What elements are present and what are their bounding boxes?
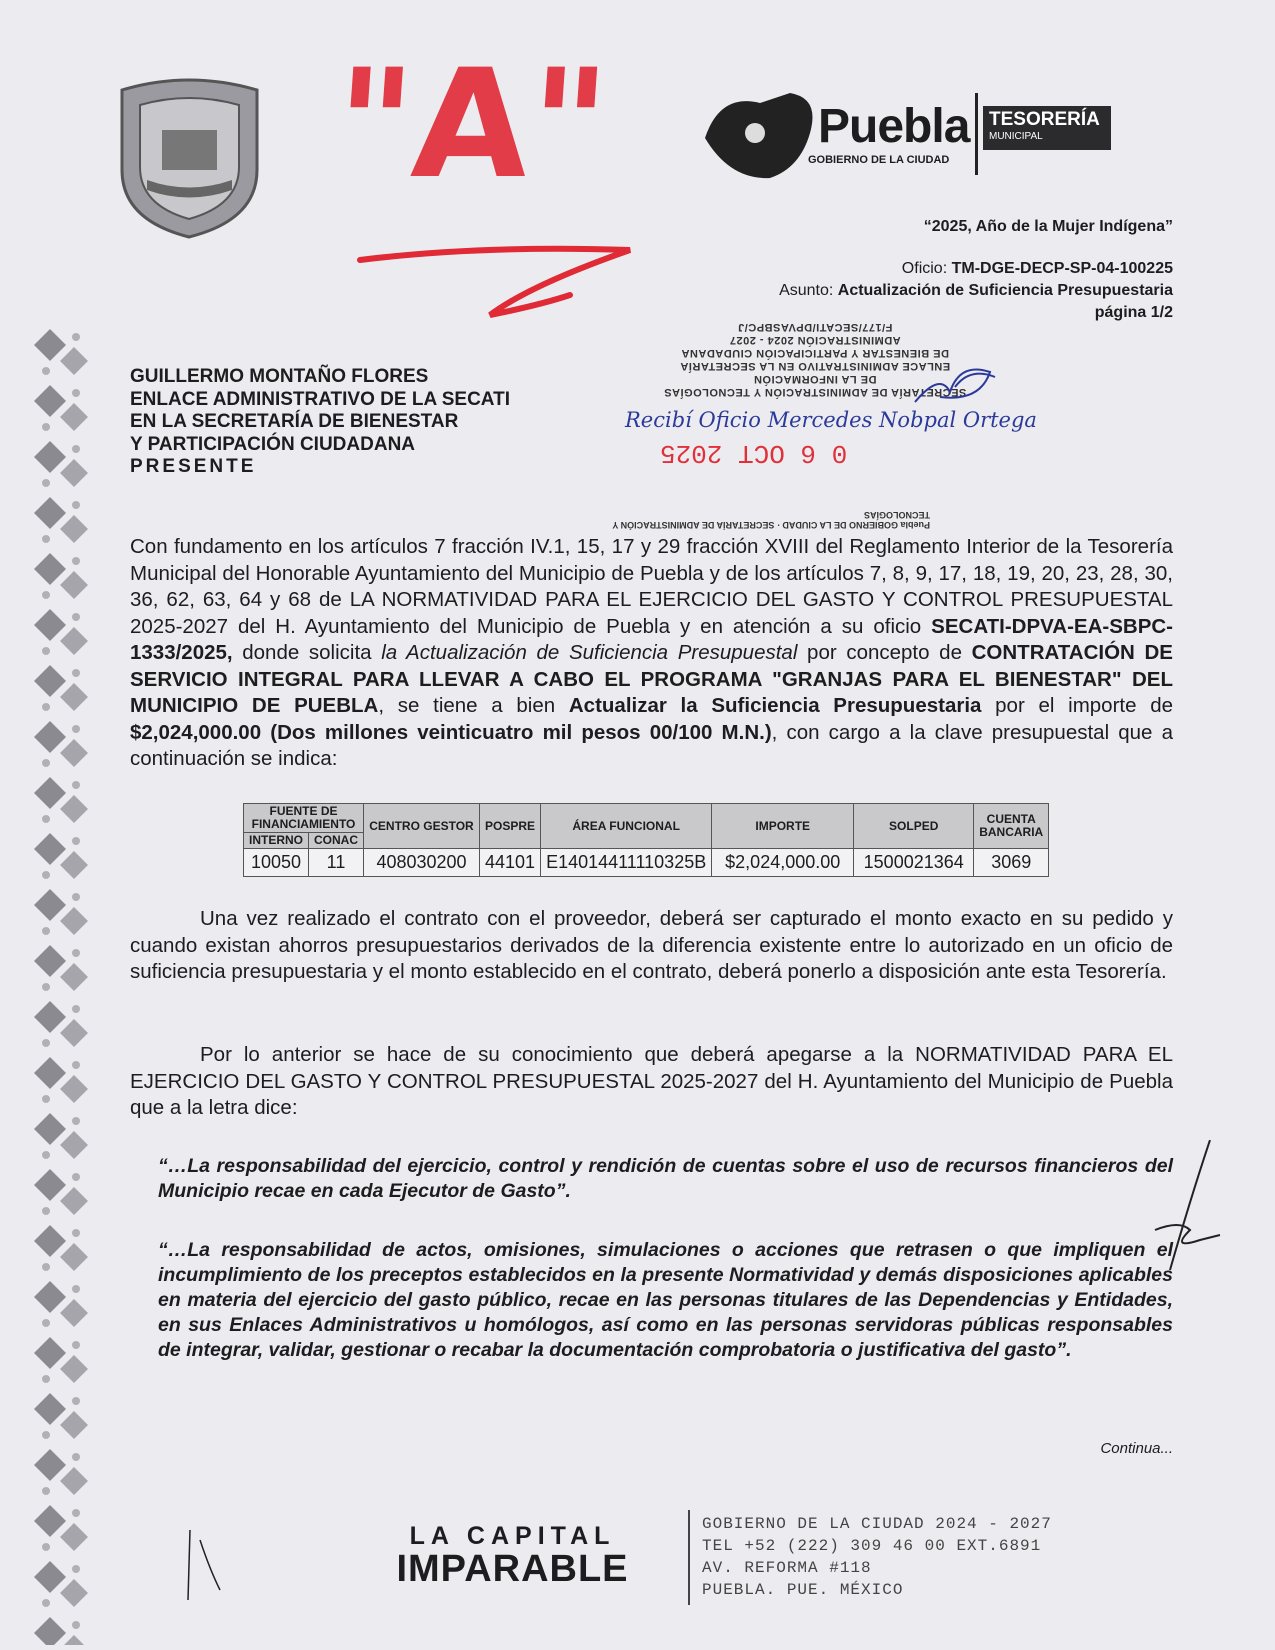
asunto-value: Actualización de Suficiencia Presupuestaria (837, 282, 1173, 299)
footer-divider (688, 1510, 690, 1605)
logo-brand: Puebla (818, 100, 970, 153)
footer-address: GOBIERNO DE LA CIUDAD 2024 - 2027 TEL +52 (222) 309 46 00 EXT.6891 AV. REFORMA #118 PUEBLA. PUE. MÉXICO (702, 1515, 1052, 1599)
department-label: TESORERÍA (989, 109, 1100, 130)
stamp-text: SECRETARÍA DE ADMINISTRACIÓN Y TECNOLOGÍAS DE LA INFORMACIÓN ENLACE ADMINISTRATIVO EN LA SECRETARÍA DE BIENESTAR Y PARTICIPACIÓN CIUDADANA ADMINISTRACIÓN 2024 - 2027 F/177/SECATI/DPVASBPC/J (663, 321, 967, 398)
header-centro-gestor: CENTRO GESTOR (364, 804, 480, 849)
header-conac: CONAC (309, 833, 364, 849)
oficio-line (779, 258, 1173, 280)
cell-solped: 1500021364 (854, 849, 974, 877)
paragraph-contract: Una vez realizado el contrato con el proveedor, deberá ser capturado el monto exacto en su pedido y cuando existan ahorros presupuestarios derivados de la diferencia existente entre lo autorizado en un oficio de suficiencia presupuestaria y el monto establecido en el contrato, deberá ponerlo a disposición ante esta Tesorería. (130, 907, 1173, 983)
oficio-number: TM-DGE-DECP-SP-04-100225 (951, 260, 1173, 277)
cell-interno: 10050 (244, 849, 309, 877)
header-fuente: FUENTE DE FINANCIAMIENTO (244, 804, 364, 833)
addressee-title: ENLACE ADMINISTRATIVO DE LA SECATI (130, 388, 510, 410)
quote-responsabilidad-actos: “…La responsabilidad de actos, omisiones, simulaciones o acciones que retrasen o que impliquen el incumplimiento de los preceptos establecidos en la presente Normatividad y demás disposiciones aplicables en materia del ejercicio del gasto público, recae en las personas titulares de las Dependencias y Entidades, en sus Enlaces Administrativos u homólogos, así como en las personas servidoras públicas responsables de integrar, validar, gestionar o recabar la documentación comprobatoria o justificativa del gasto”. (158, 1239, 1173, 1361)
asunto-line (779, 280, 1173, 302)
oficio-label: Oficio: (901, 260, 952, 277)
header-interno: INTERNO (244, 833, 309, 849)
signature-icon (910, 362, 1000, 412)
header-area-funcional: ÁREA FUNCIONAL (541, 804, 712, 849)
document-meta (779, 258, 1173, 324)
table-row (244, 849, 1049, 877)
budget-key-table (243, 803, 1049, 877)
addressee-title: Y PARTICIPACIÓN CIUDADANA (130, 433, 416, 455)
cell-centro-gestor: 408030200 (364, 849, 480, 877)
reference-oficio: SECATI-DPVA-EA-SBPC-1333/2025, (130, 614, 1173, 664)
red-annotation-letter-a: "A" (328, 38, 614, 212)
header-importe: IMPORTE (712, 804, 854, 849)
addressee-name: GUILLERMO MONTAÑO FLORES (130, 366, 429, 387)
cell-area-funcional: E14014411110325B (541, 849, 712, 877)
puebla-tesoreria-logo (700, 88, 1170, 183)
paragraph-normatividad: Por lo anterior se hace de su conocimiento que deberá apegarse a la NORMATIVIDAD PARA EL EJERCICIO DEL GASTO Y CONTROL PRESUPUESTAL 2025-2027 del H. Ayuntamiento del Municipio de Puebla que a la letra dice: (130, 1043, 1173, 1119)
margin-initials-icon (1150, 1140, 1240, 1290)
footer-logo-line1: LA CAPITAL (409, 1522, 616, 1550)
secondary-stamp: Puebla GOBIERNO DE LA CIUDAD · SECRETARÍA DE ADMINISTRACIÓN Y TECNOLOGÍAS (612, 510, 930, 530)
year-slogan: “2025, Año de la Mujer Indígena” (923, 218, 1173, 235)
header-solped: SOLPED (854, 804, 974, 849)
page-number: página 1/2 (1094, 304, 1173, 321)
logo-subtitle: GOBIERNO DE LA CIUDAD (808, 154, 950, 166)
municipal-seal (112, 75, 267, 240)
date-stamp: 0 6 OCT 2025 (660, 438, 848, 468)
quote-responsabilidad-ejercicio: “…La responsabilidad del ejercicio, control y rendición de cuentas sobre el uso de recursos financieros del Municipio recae en cada Ejecutor de Gasto”. (158, 1155, 1173, 1202)
reception-stamp (600, 320, 1070, 470)
footer-logo-line2: IMPARABLE (396, 1548, 629, 1590)
cell-conac: 11 (309, 849, 364, 877)
presente-label: PRESENTE (130, 456, 257, 477)
paragraph-main: Con fundamento en los artículos 7 fracción IV.1, 15, 17 y 29 fracción XVIII del Reglamento Interior de la Tesorería Municipal del Honorable Ayuntamiento del Municipio de Puebla y de los artículos 7, 8, 9, 17, 18, 19, 20, 23, 28, 30, 36, 62, 63, 64 y 68 de LA NORMATIVIDAD PARA EL EJERCICIO DEL GASTO Y CONTROL PRESUPUESTAL 2025-2027 del H. Ayuntamiento del Municipio de Puebla y en atención a su oficio SECATI-DPVA-EA-SBPC-1333/2025, donde solicita la Actualización de Suficiencia Presupuestal por concepto de CONTRATACIÓN DE SERVICIO INTEGRAL PARA LLEVAR A CABO EL PROGRAMA "GRANJAS PARA EL BIENESTAR" DEL MUNICIPIO DE PUEBLA, se tiene a bien Actualizar la Suficiencia Presupuestaria por el importe de $2,024,000.00 (Dos millones veinticuatro mil pesos 00/100 M.N.), con cargo a la clave presupuestal que a continuación se indica: (130, 535, 1174, 770)
department-sub-label: MUNICIPAL (989, 131, 1043, 142)
la-capital-imparable-logo (370, 1522, 655, 1588)
header-pospre: POSPRE (480, 804, 541, 849)
cell-importe: $2,024,000.00 (712, 849, 854, 877)
addressee-title: EN LA SECRETARÍA DE BIENESTAR (130, 411, 459, 432)
decorative-border (28, 325, 94, 1645)
concept: CONTRATACIÓN DE SERVICIO INTEGRAL PARA LLEVAR A CABO EL PROGRAMA "GRANJAS PARA EL BIENESTAR" DEL MUNICIPIO DE PUEBLA (130, 641, 1173, 717)
handwritten-receipt-note: Recibí Oficio Mercedes Nobpal Ortega (625, 408, 1037, 432)
asunto-label: Asunto: (779, 282, 838, 299)
tesoreria-badge (983, 106, 1111, 150)
cell-cuenta-bancaria: 3069 (974, 849, 1049, 877)
addressee-block (130, 366, 510, 479)
amount: $2,024,000.00 (Dos millones veinticuatro mil pesos 00/100 M.N.) (130, 720, 772, 744)
header-cuenta-bancaria: CUENTA BANCARIA (974, 804, 1049, 849)
cell-pospre: 44101 (480, 849, 541, 877)
footer-initials-icon (180, 1530, 230, 1610)
continua-label: Continua... (1100, 1440, 1173, 1457)
